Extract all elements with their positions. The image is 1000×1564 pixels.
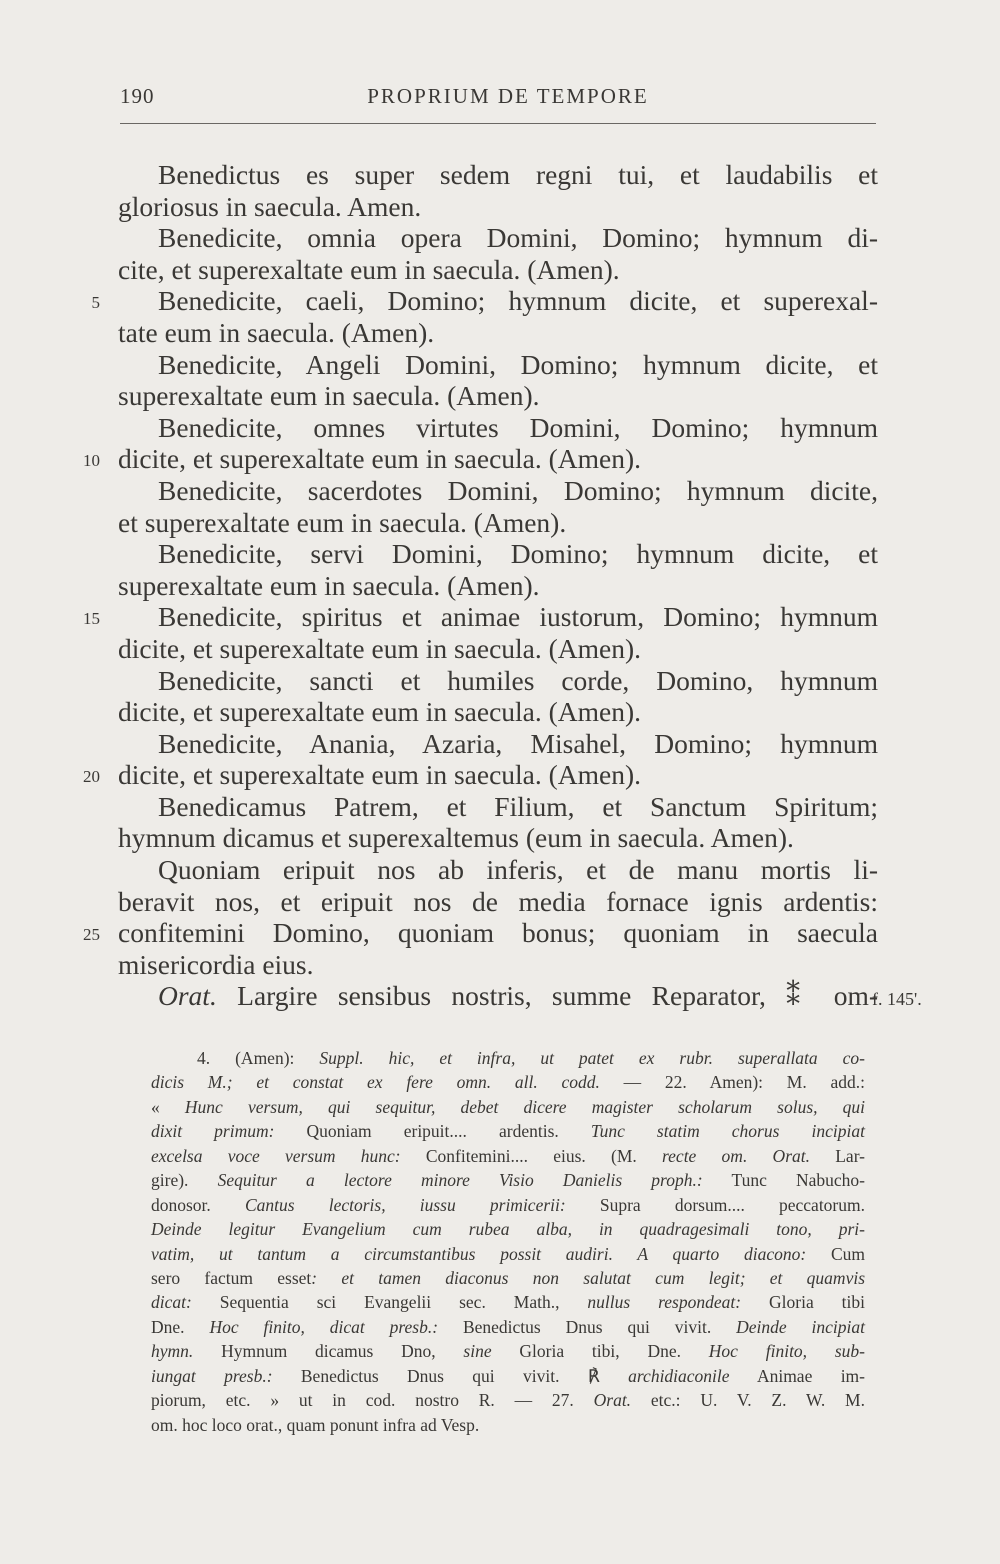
footnote-line [151,1119,865,1143]
text-line [118,222,878,254]
line-text: dicite, et superexaltate eum in saecula. (Amen). [118,443,642,475]
footnote-text: Dne. Hoc finito, dicat presb.: Benedictus Dnus qui vivit. Deinde incipiat [151,1316,865,1337]
footnote-line [151,1315,865,1339]
line-text: Benedicite, sancti et humiles corde, Domino, hymnum [158,664,878,696]
text-line [118,728,878,760]
footnotes-block [151,1046,865,1437]
line-text: Orat. Largire sensibus nostris, summe Reparator, ⁑ om- [158,980,878,1012]
footnote-text: iungat presb.: Benedictus Dnus qui vivit. ℟ archidiaconile Animae im- [151,1365,865,1386]
line-number: 5 [91,293,100,313]
line-text: Benedicite, sacerdotes Domini, Domino; hymnum dicite, [158,474,878,506]
line-text: Benedicite, Angeli Domini, Domino; hymnum dicite, et [158,348,878,380]
footnote-line [151,1070,865,1094]
line-number: 10 [83,451,100,471]
line-text: gloriosus in saecula. Amen. [118,190,422,222]
footnote-text: dixit primum: Quoniam eripuit.... ardentis. Tunc statim chorus incipiat [151,1121,865,1142]
line-text: Benedicite, caeli, Domino; hymnum dicite, et superexal- [158,285,878,317]
line-text: confitemini Domino, quoniam bonus; quoniam in saecula [118,917,878,949]
text-line [118,949,878,981]
text-line [118,380,878,412]
page-header [120,84,876,114]
text-line [118,191,878,223]
text-line [118,570,878,602]
line-number: 20 [83,767,100,787]
footnote-line [151,1388,865,1412]
text-line [118,696,878,728]
footnote-text: dicis M.; et constat ex fere omn. all. codd. — 22. Amen): M. add.: [151,1072,865,1093]
footnote-text: gire). Sequitur a lectore minore Visio Danielis proph.: Tunc Nabucho- [151,1170,865,1191]
footnote-text: dicat: Sequentia sci Evangelii sec. Math., nullus respondeat: Gloria tibi [151,1292,866,1313]
footnote-line [151,1290,865,1314]
line-text: Benedicite, omnia opera Domini, Domino; hymnum di- [158,222,878,254]
text-line [118,254,878,286]
footnote-line [151,1242,865,1266]
text-line [118,633,878,665]
line-text: Benedictus es super sedem regni tui, et laudabilis et [158,159,878,190]
main-text-block [83,159,922,1012]
line-text: tate eum in saecula. (Amen). [118,316,435,348]
line-text: dicite, et superexaltate eum in saecula. (Amen). [118,696,642,728]
running-title: PROPRIUM DE TEMPORE [367,84,649,108]
text-line [83,759,878,791]
footnote-text: Deinde legitur Evangelium cum rubea alba, in quadragesimali tono, pri- [151,1219,865,1240]
footnote-text: « Hunc versum, qui sequitur, debet dicere magister scholarum solus, qui [151,1096,866,1117]
line-text: superexaltate eum in saecula. (Amen). [118,380,540,412]
line-text: Quoniam eripuit nos ab inferis, et de manu mortis li- [158,854,878,886]
text-line [118,317,878,349]
text-line [83,917,878,949]
header-rule [120,123,876,124]
footnote-line [151,1046,865,1070]
line-text: dicite, et superexaltate eum in saecula. (Amen). [118,632,642,664]
text-line [118,980,922,1012]
footnote-line [151,1413,865,1437]
folio-margin-note: f. 145'. [872,989,922,1010]
footnote-text: donosor. Cantus lectoris, iussu primicerii: Supra dorsum.... peccatorum. [151,1194,865,1215]
text-line [83,443,878,475]
line-text: cite, et superexaltate eum in saecula. (Amen). [118,253,620,285]
line-text: Benedicite, Anania, Azaria, Misahel, Domino; hymnum [158,727,878,759]
footnote-line [151,1193,865,1217]
footnote-text: sero factum esset: et tamen diaconus non salutat cum legit; et quamvis [151,1267,866,1288]
text-line [118,791,878,823]
footnote-line [151,1095,865,1119]
text-line [118,475,878,507]
line-text: et superexaltate eum in saecula. (Amen). [118,506,567,538]
footnote-text: om. hoc loco orat., quam ponunt infra ad Vesp. [151,1414,480,1435]
line-text: dicite, et superexaltate eum in saecula. (Amen). [118,759,642,791]
footnote-line [151,1217,865,1241]
text-line [118,159,878,191]
line-number: 15 [83,609,100,629]
text-line [91,285,878,317]
text-line [118,854,878,886]
line-text: hymnum dicamus et superexaltemus (eum in saecula. Amen). [118,822,794,854]
line-text: superexaltate eum in saecula. (Amen). [118,569,540,601]
footnote-text: hymn. Hymnum dicamus Dno, sine Gloria tibi, Dne. Hoc finito, sub- [151,1341,865,1362]
text-line [118,886,878,918]
footnote-line [151,1364,865,1388]
text-line [118,822,878,854]
footnote-text: vatim, ut tantum a circumstantibus possit audiri. A quarto diacono: Cum [151,1243,865,1264]
text-line [118,538,878,570]
line-number: 25 [83,925,100,945]
line-text: beravit nos, et eripuit nos de media fornace ignis ardentis: [118,885,878,917]
footnote-text: 4. (Amen): Suppl. hic, et infra, ut patet ex rubr. superallata co- [197,1048,865,1068]
footnote-line [151,1339,865,1363]
footnote-text: piorum, etc. » ut in cod. nostro R. — 27. Orat. etc.: U. V. Z. W. M. [151,1390,865,1411]
line-text: Benedicite, spiritus et animae iustorum, Domino; hymnum [158,601,878,633]
text-line [118,507,878,539]
footnote-line [151,1144,865,1168]
page-number: 190 [120,84,155,108]
footnote-line [151,1266,865,1290]
text-line [118,349,878,381]
line-text: Benedicite, servi Domini, Domino; hymnum dicite, et [158,538,878,570]
line-text: Benedicite, omnes virtutes Domini, Domino; hymnum [158,411,878,443]
line-text: misericordia eius. [118,948,314,980]
footnote-text: excelsa voce versum hunc: Confitemini.... eius. (M. recte om. Orat. Lar- [151,1145,865,1166]
line-text: Benedicamus Patrem, et Filium, et Sanctum Spiritum; [158,790,878,822]
footnote-line [151,1168,865,1192]
text-line [83,601,878,633]
text-line [118,412,878,444]
text-line [118,665,878,697]
